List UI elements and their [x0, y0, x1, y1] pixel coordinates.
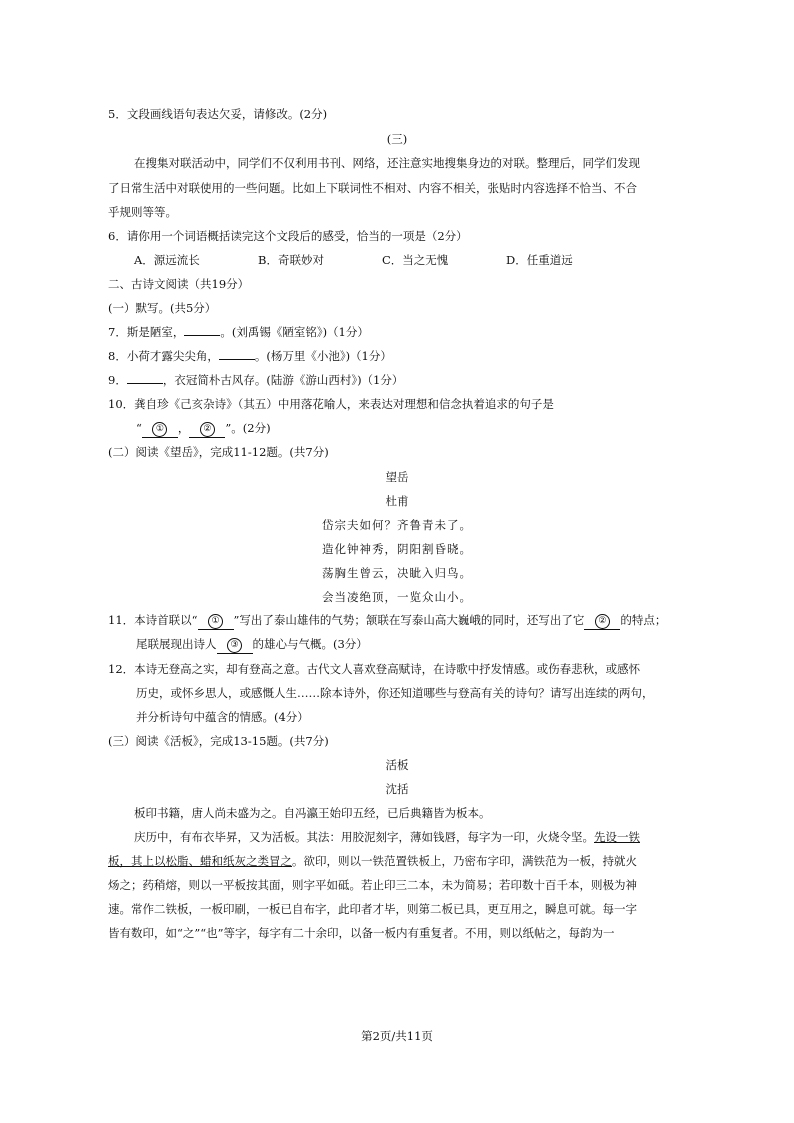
- answer-blank-2[interactable]: [584, 612, 620, 630]
- question-11-line-2: 尾联展现出诗人 ③ 的雄心与气概。(3分）: [136, 636, 692, 654]
- option-b[interactable]: B．奇联妙对: [258, 253, 324, 267]
- passage-3-line-2: 了日常生活中对联使用的一些问题。比如上下联词性不相对、内容不相关，张贴时内容选择不恰当、不合: [108, 181, 637, 195]
- underlined-sentence: 板，其上以松脂、蜡和纸灰之类冒之: [108, 854, 292, 868]
- passage-3-line-3: 乎规则等等。: [108, 205, 177, 219]
- subsection-2-heading: (二）阅读《望岳》，完成11-12题。(共7分): [108, 445, 329, 459]
- option-c[interactable]: C．当之无愧: [382, 253, 449, 267]
- question-6: 6．请你用一个词语概括读完这个文段后的感受，恰当的一项是（2分）: [108, 229, 468, 243]
- answer-blank[interactable]: [184, 335, 220, 336]
- question-6-options: [134, 252, 720, 268]
- answer-blank-3[interactable]: [217, 636, 253, 654]
- answer-blank[interactable]: [127, 383, 163, 384]
- circled-number: ②: [595, 614, 610, 629]
- page-footer: 第2页/共11页: [361, 1029, 433, 1043]
- poem-line-4: 会当凌绝顶，一览众山小。: [322, 590, 472, 604]
- poem-line-3: 荡胸生曾云，决眦入归鸟。: [322, 566, 472, 580]
- poem-line-1: 岱宗夫如何？齐鲁青未了。: [322, 518, 472, 532]
- circled-number: ③: [227, 638, 242, 653]
- subsection-3-heading: (三）阅读《活板》，完成13-15题。(共7分): [108, 734, 329, 748]
- question-12-line-3: 并分析诗句中蕴含的情感。(4分）: [136, 710, 309, 724]
- circled-number: ①: [152, 422, 167, 437]
- question-5: 5．文段画线语句表达欠妥，请修改。(2分): [108, 107, 328, 121]
- part-2-heading: 二、古诗文阅读（共19分）: [108, 277, 250, 291]
- question-11: 11．本诗首联以“ ① ”写出了泰山雄伟的气势；颔联在写泰山高大巍峨的同时，还写出了它 ② 的特点；: [108, 612, 694, 630]
- poem-line-2: 造化钟神秀，阴阳割昏晓。: [322, 542, 472, 556]
- essay-line-2: 庆历中，有布衣毕昇，又为活板。其法：用胶泥刻字，薄如钱唇，每字为一印，火烧令坚。先设一铁: [134, 830, 640, 844]
- circled-number: ②: [200, 422, 215, 437]
- essay-line-4: 炀之；药稍熔，则以一平板按其面，则字平如砥。若止印三二本，未为简易；若印数十百千本，则极为神: [108, 878, 637, 892]
- poem-title: 望岳: [385, 470, 409, 484]
- option-d[interactable]: D．任重道远: [506, 253, 573, 267]
- essay-line-6: 皆有数印，如“之”“也”等字，每字有二十余印，以备一板内有重复者。不用，则以纸帖之，每韵为一: [108, 926, 615, 940]
- option-a[interactable]: A．源远流长: [134, 253, 200, 267]
- circled-number: ①: [208, 614, 223, 629]
- passage-3-line-1: 在搜集对联活动中，同学们不仅利用书刊、网络，还注意实地搜集身边的对联。整理后，同学们发现: [134, 156, 640, 170]
- essay-line-5: 速。常作二铁板，一板印刷，一板已自布字，此印者才毕，则第二板已具，更互用之，瞬息可就。每一字: [108, 902, 637, 916]
- essay-author: 沈括: [385, 782, 409, 796]
- subsection-1-heading: (一）默写。(共5分）: [108, 301, 217, 315]
- underlined-sentence: 先设一铁: [594, 830, 640, 844]
- essay-line-1: 板印书籍，唐人尚未盛为之。自冯瀛王始印五经，已后典籍皆为板本。: [134, 806, 491, 820]
- answer-blank-2[interactable]: [189, 420, 225, 438]
- question-12-line-1: 12．本诗无登高之实，却有登高之意。古代文人喜欢登高赋诗，在诗歌中抒发情感。或伤春悲秋，或感怀: [108, 662, 641, 676]
- poem-author: 杜甫: [385, 494, 409, 508]
- answer-blank-1[interactable]: [198, 612, 234, 630]
- answer-blank[interactable]: [219, 359, 255, 360]
- question-9: 9． ，衣冠简朴古风存。(陆游《游山西村》)（1分）: [108, 373, 404, 387]
- question-12-line-2: 历史，或怀乡思人，或感慨人生……除本诗外，你还知道哪些与登高有关的诗句？请写出连续的两句，: [136, 686, 654, 700]
- answer-blank-1[interactable]: [142, 420, 178, 438]
- essay-title: 活板: [385, 758, 409, 772]
- question-10: 10．龚自珍《己亥杂诗》（其五）中用落花喻人，来表达对理想和信念执着追求的句子是: [108, 397, 554, 411]
- question-8: 8．小荷才露尖尖角， 。(杨万里《小池》)（1分）: [108, 349, 392, 363]
- question-7: 7．斯是陋室， 。(刘禹锡《陋室铭》)（1分）: [108, 325, 369, 339]
- question-10-blanks: “ ① ， ② ”。(2分): [136, 420, 692, 438]
- essay-line-3: 板，其上以松脂、蜡和纸灰之类冒之。欲印，则以一铁范置铁板上，乃密布字印，满铁范为一板，持就火: [108, 854, 637, 868]
- section-3-title: (三): [386, 132, 408, 146]
